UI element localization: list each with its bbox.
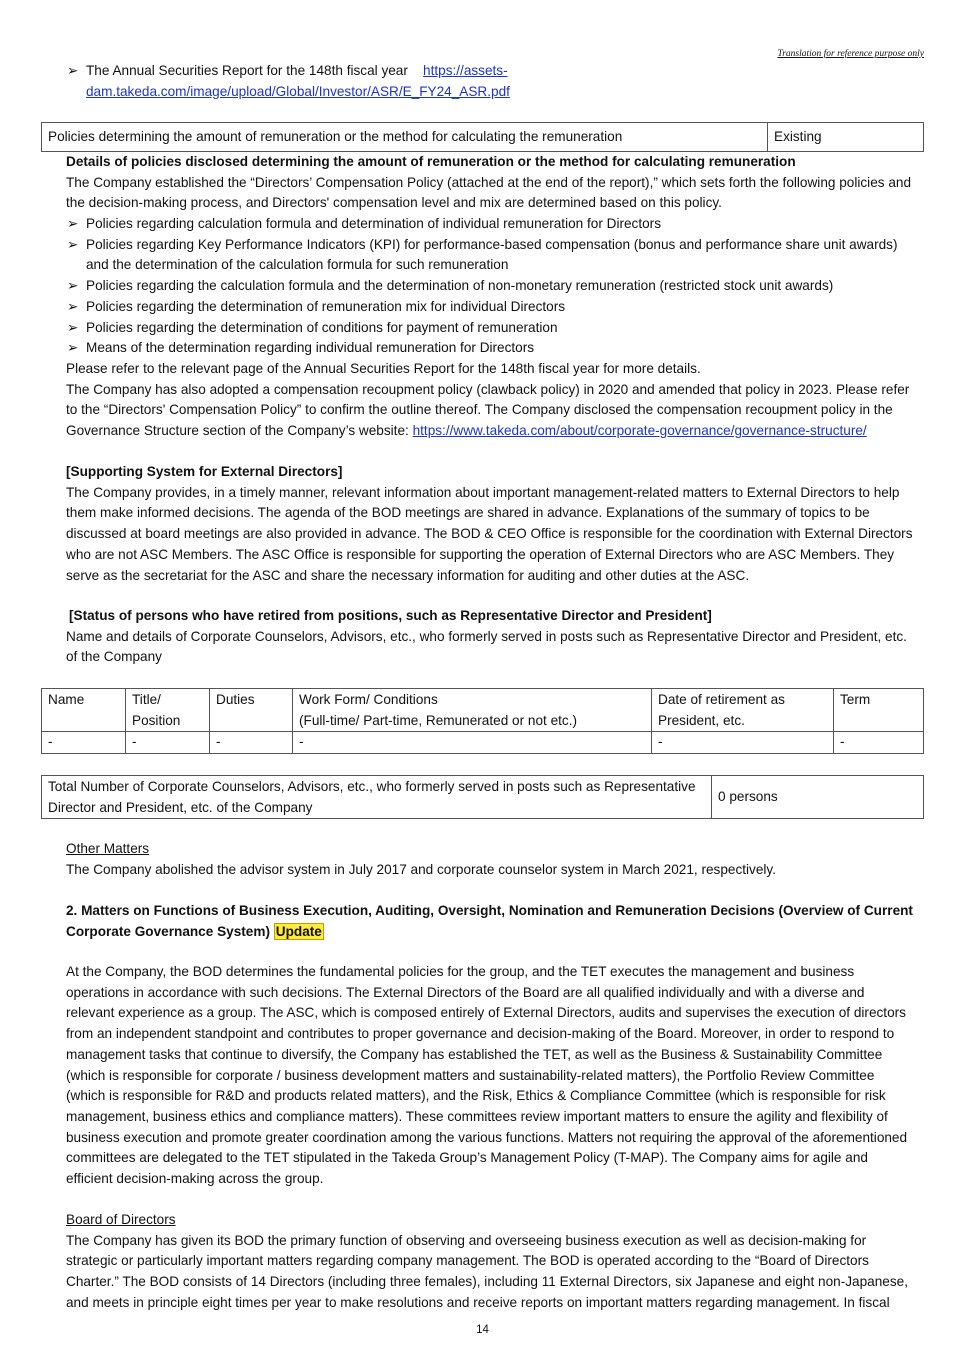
clawback-line-3: Governance Structure section of the Company’s website: https://www.takeda.com/about/corporate-governance/governance-structure/ (66, 423, 867, 439)
cell: - (210, 732, 293, 754)
body-line: efficient decision-making across the group. (66, 1171, 324, 1187)
table-header-row (42, 689, 924, 732)
body-line: committees are delegated to the TET stipulated in the Takeda Group’s Management Policy (T-MAP). The Company aims for agile and (66, 1150, 868, 1166)
bod-line: strategic or particularly important matters regarding company management. The BOD is operated according to the “Board of Directors (66, 1253, 869, 1269)
body-line: from an independent standpoint and contributes to proper governance and decision-making of the Board. Moreover, in order to respond to (66, 1026, 895, 1042)
total-label: Total Number of Corporate Counselors, Advisors, etc., who formerly served in posts such as Representative Director and President, etc. of the Company (42, 776, 712, 819)
cell: - (293, 732, 652, 754)
bullet-arrow-icon: ➢ (67, 319, 79, 335)
asr-item (86, 61, 926, 102)
retired-line-2: of the Company (66, 649, 162, 665)
list-item: ➢ Policies regarding the calculation formula and the determination of non-monetary remuneration (restricted stock unit awards) (66, 276, 936, 297)
policy-heading: Details of policies disclosed determining the amount of remuneration or the method for calculating remuneration (66, 154, 796, 169)
bod-line: Charter.” The BOD consists of 14 Directors (including three females), including 11 External Directors, six Japanese and eight non-Japanese, (66, 1274, 908, 1290)
governance-link[interactable]: https://www.takeda.com/about/corporate-governance/governance-structure/ (412, 423, 867, 439)
total-table (41, 775, 924, 819)
list-item: ➢ Policies regarding the determination of remuneration mix for individual Directors (66, 297, 936, 318)
policy-label: Policies determining the amount of remuneration or the method for calculating the remuneration (42, 123, 768, 152)
table-row (42, 732, 924, 754)
page-number: 14 (476, 1324, 489, 1336)
col-work: Work Form/ Conditions (Full-time/ Part-time, Remunerated or not etc.) (293, 689, 652, 732)
support-line: who are not ASC Members. The ASC Office is responsible for supporting the operation of External Directors who are ASC Members. They (66, 546, 895, 562)
body-line: (which is responsible for corporate / business development matters and sustainability-related matters), the Portfolio Review Committee (66, 1067, 875, 1083)
section2-heading-2: Corporate Governance System) Update (66, 923, 322, 939)
total-value: 0 persons (712, 776, 924, 819)
body-line: management tasks that continue to diversify, the Company has established the TET, as well as the Business & Sustainability Committee (66, 1046, 883, 1062)
col-date: Date of retirement as President, etc. (652, 689, 834, 732)
asr-link-part2[interactable]: dam.takeda.com/image/upload/Global/Investor/ASR/E_FY24_ASR.pdf (86, 83, 510, 99)
body-line: (which is responsible for R&D and products related matters), and the Risk, Ethics & Compliance Committee (which is responsible for risk (66, 1088, 886, 1104)
retired-heading: [Status of persons who have retired from positions, such as Representative Director and President] (69, 608, 712, 623)
bullet-arrow-icon: ➢ (67, 298, 79, 314)
body-line: operations in accordance with such decisions. The External Directors of the Board are all qualified individually and with a diverse and (66, 984, 865, 1000)
bullet-arrow-icon: ➢ (67, 340, 79, 356)
clawback-line-2: to the “Directors' Compensation Policy” to confirm the outline thereof. The Company disclosed the compensation recoupment policy in the (66, 402, 893, 418)
policy-bullets (66, 214, 936, 442)
body-line: relevant experience as a group. The ASC, which is composed entirely of External Directors, audits and supervises the execution of directors (66, 1005, 906, 1021)
policy-table (41, 122, 924, 152)
cell: - (652, 732, 834, 754)
support-line: them make informed decisions. The agenda of the BOD meetings are shared in advance. Explanations of the summary of topics to be (66, 505, 870, 521)
update-badge: Update (275, 923, 322, 939)
col-name: Name (42, 689, 126, 732)
col-duties: Duties (210, 689, 293, 732)
cell: - (126, 732, 210, 754)
body-line: business execution and promote greater coordination among the various functions. Matters not requiring the approval of the aforementioned (66, 1129, 908, 1145)
refer-line: Please refer to the relevant page of the Annual Securities Report for the 148th fiscal year for more details. (66, 360, 701, 376)
translation-note: Translation for reference purpose only (777, 49, 924, 59)
bod-line: The Company has given its BOD the primary function of observing and overseeing business execution as well as decision-making for (66, 1232, 867, 1248)
support-line: The Company provides, in a timely manner, relevant information about important management-related matters to External Directors to help (66, 484, 900, 500)
support-section (66, 462, 936, 586)
col-term: Term (834, 689, 924, 732)
col-title: Title/ Position (126, 689, 210, 732)
policy-intro-1: The Company established the “Directors’ Compensation Policy (attached at the end of the report),” which sets forth the following policies and (66, 174, 912, 190)
retired-line-1: Name and details of Corporate Counselors, Advisors, etc., who formerly served in posts such as Representative Director and President, etc. (66, 628, 907, 644)
body-line: management, business ethics and compliance matters). These committees review important matters to ensure the agility and flexibility of (66, 1108, 888, 1124)
support-line: discussed at board meetings are also provided in advance. The BOD & CEO Office is responsible for the coordination with External Directors (66, 526, 913, 542)
cell: - (834, 732, 924, 754)
section2-heading-1: 2. Matters on Functions of Business Execution, Auditing, Oversight, Nomination and Remuneration Decisions (Overview of Current (66, 903, 913, 918)
policy-status: Existing (768, 123, 924, 152)
other-text: The Company abolished the advisor system in July 2017 and corporate counselor system in March 2021, respectively. (66, 861, 777, 877)
cell: - (42, 732, 126, 754)
list-item: ➢ Policies regarding Key Performance Indicators (KPI) for performance-based compensation (bonus and performance share unit awards) (66, 235, 936, 256)
asr-text: The Annual Securities Report for the 148th fiscal year (86, 63, 408, 78)
list-item: ➢ Policies regarding the determination of conditions for payment of remuneration (66, 318, 936, 339)
support-heading: [Supporting System for External Directors] (66, 464, 343, 479)
bullet-arrow-icon: ➢ (67, 236, 79, 252)
bullet-arrow-icon: ➢ (67, 278, 79, 294)
other-section (66, 839, 936, 880)
list-item: ➢ Means of the determination regarding individual remuneration for Directors (66, 338, 936, 359)
retired-section (66, 606, 936, 668)
body-line: At the Company, the BOD determines the fundamental policies for the group, and the TET executes the management and business (66, 964, 855, 979)
retired-table (41, 688, 924, 754)
asr-link-part1[interactable]: https://assets- (423, 63, 508, 78)
bod-section (66, 1210, 936, 1314)
policy-details (66, 152, 936, 214)
bod-heading: Board of Directors (66, 1212, 176, 1227)
policy-intro-2: the decision-making process, and Directors' compensation level and mix are determined based on this policy. (66, 195, 722, 211)
section2 (66, 901, 936, 942)
list-item-continuation: and the determination of the calculation formula for such remuneration (86, 257, 509, 273)
bod-line: and meets in principle eight times per year to make resolutions and receive reports on important matters regarding management. In fiscal (66, 1294, 890, 1310)
bullet-arrow-icon: ➢ (67, 216, 79, 231)
section2-body (66, 962, 936, 1190)
asr-bullet: ➢ (67, 63, 79, 78)
clawback-line-1: The Company has also adopted a compensation recoupment policy (clawback policy) in 2020 and amended that policy in 2023. Please refer (66, 381, 910, 397)
other-heading: Other Matters (66, 841, 150, 856)
support-line: serve as the secretariat for the ASC and share the necessary information for auditing and other duties at the ASC. (66, 567, 750, 583)
list-item: ➢ Policies regarding calculation formula and determination of individual remuneration for Directors (66, 214, 936, 235)
